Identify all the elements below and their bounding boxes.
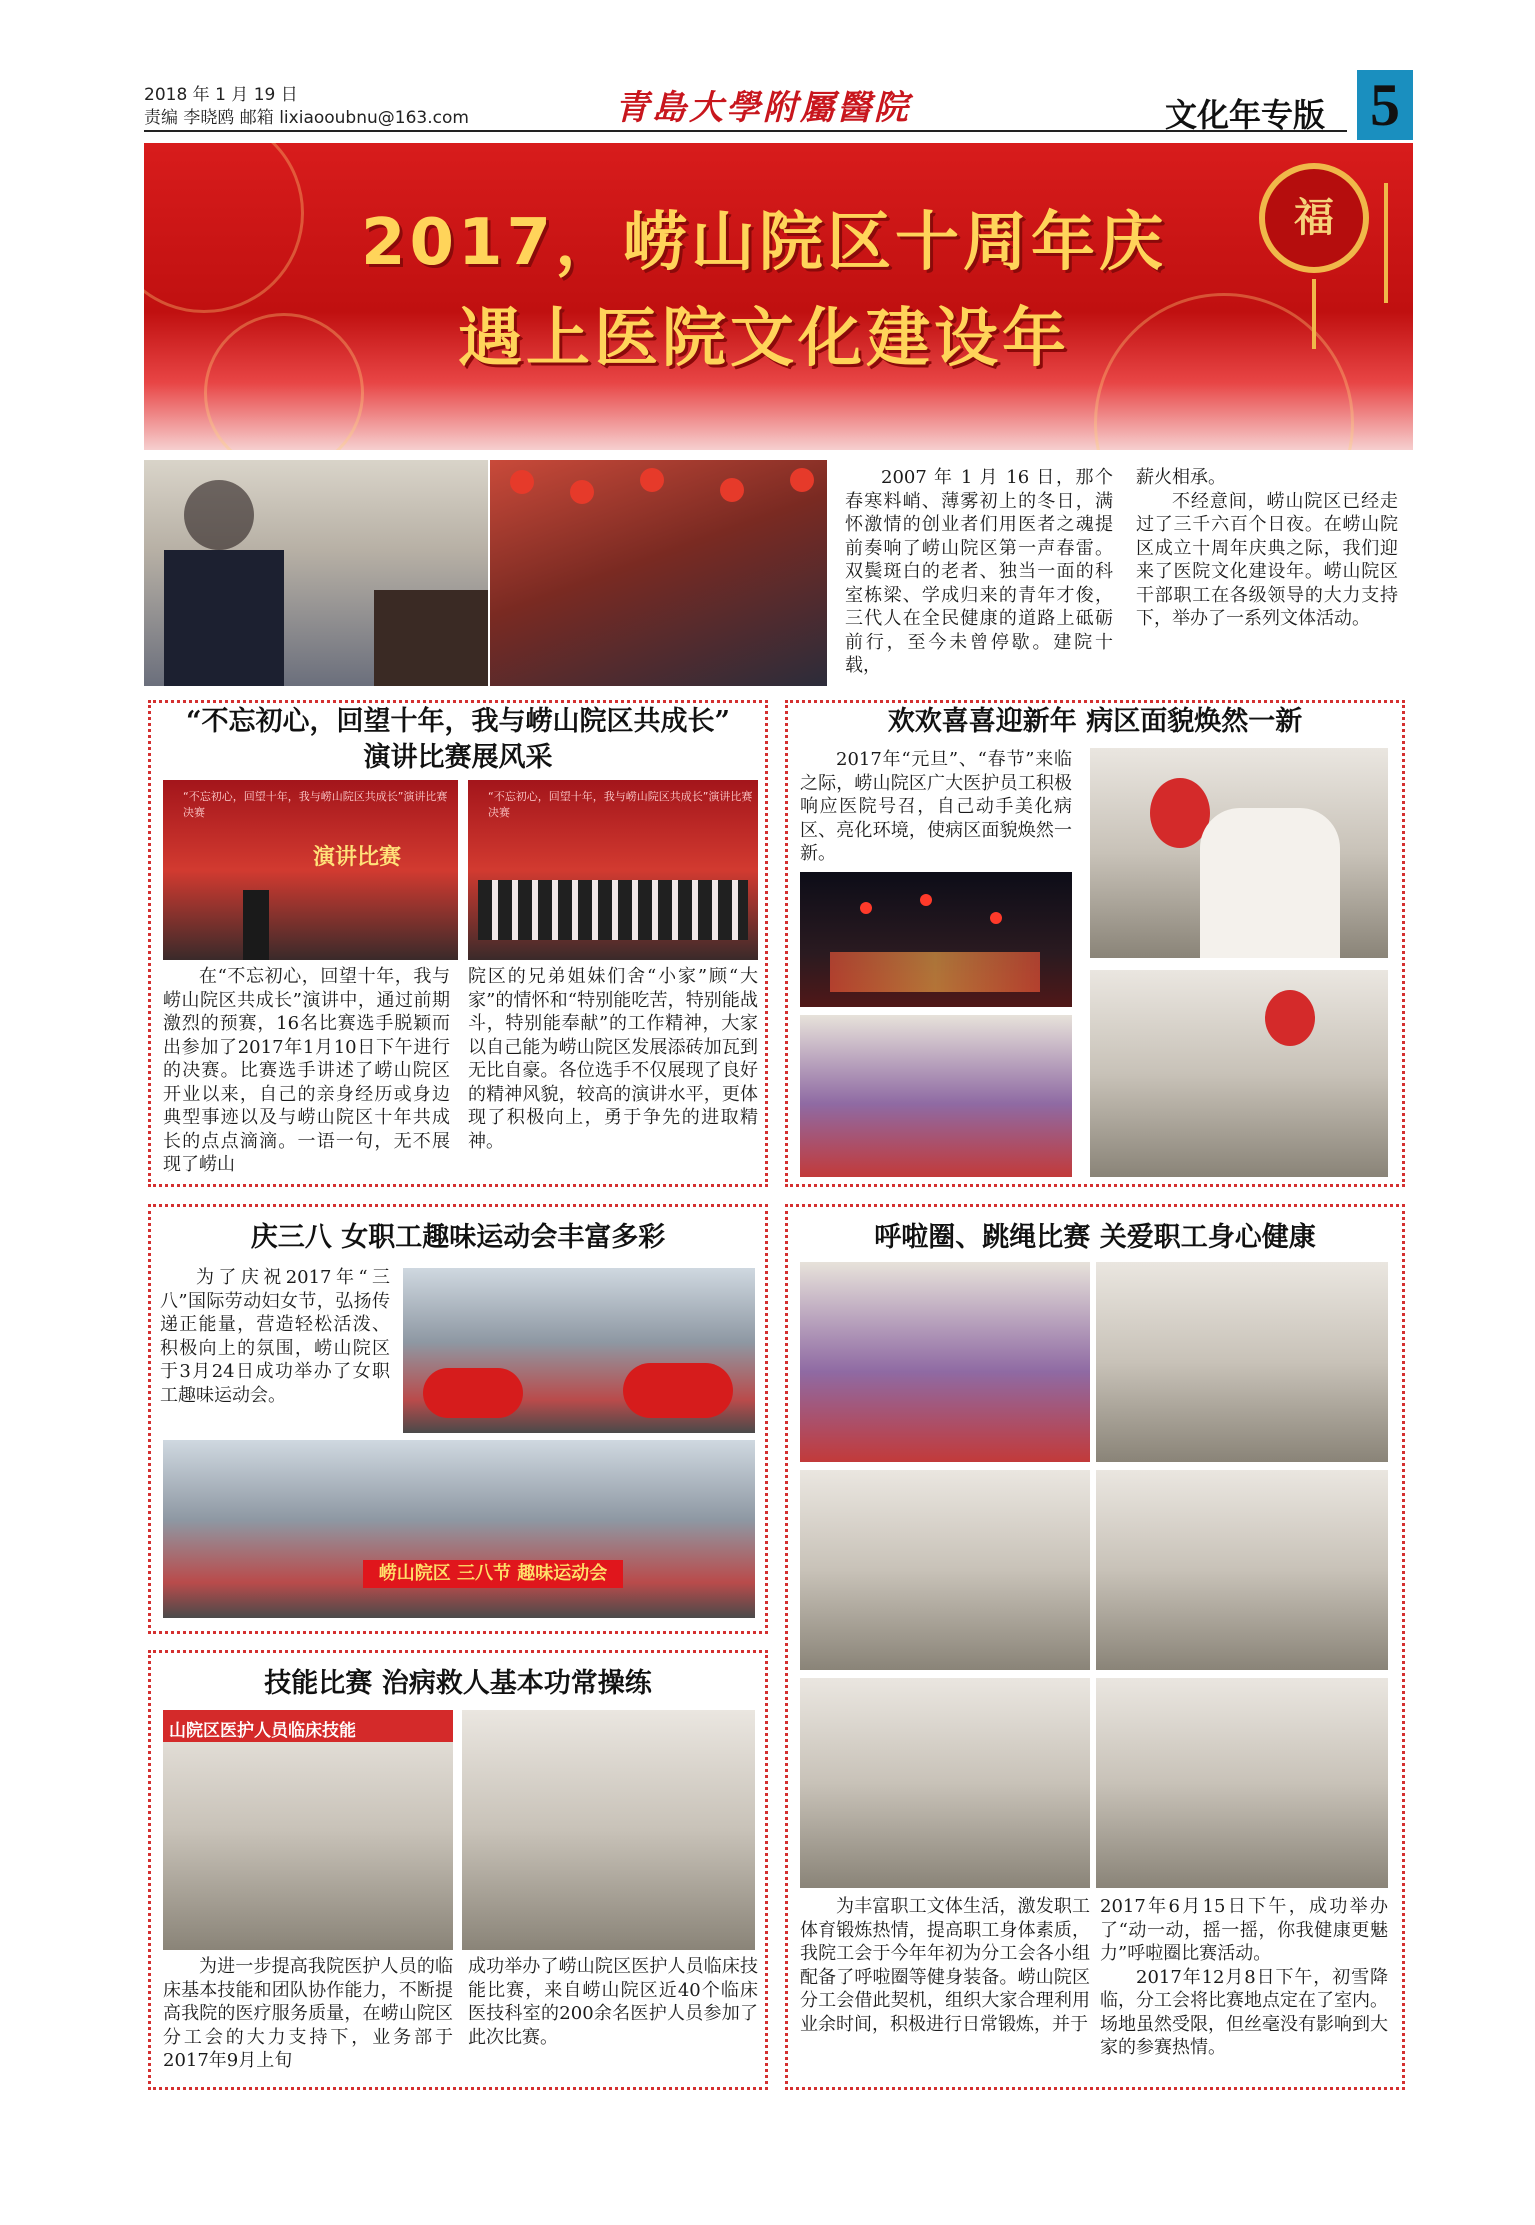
photo-hoop-indoor-2 [800, 1678, 1090, 1888]
photo-hoop-group [800, 1262, 1090, 1462]
photo-nurses-lanterns [1090, 748, 1388, 958]
photo-hoop-indoor-1 [800, 1470, 1090, 1670]
photo-ward-corridor [1090, 970, 1388, 1177]
photo-hoop-lineup [1096, 1262, 1388, 1462]
hula-hoop-title: 呼啦圈、跳绳比赛 关爱职工身心健康 [874, 1222, 1316, 1253]
photo-inflatable-race [403, 1268, 755, 1433]
photo-hoop-staff [1096, 1678, 1388, 1888]
tassel-ornament [1312, 279, 1316, 349]
screen-banner-text: “不忘初心，回望十年，我与崂山院区共成长”演讲比赛决赛 [488, 790, 753, 819]
photo-speaker-at-podium [144, 460, 488, 686]
photo-speech-stage-2 [468, 780, 758, 960]
womens-day-title: 庆三八 女职工趣味运动会丰富多彩 [250, 1222, 666, 1253]
photo-speech-stage-1 [163, 780, 458, 960]
photo-audience-hall [490, 460, 827, 686]
speech-column-1: 在“不忘初心，回望十年，我与崂山院区共成长”演讲中，通过前期激烈的预赛，16名比赛选手脱颖而出参加了2017年1月10日下午进行的决赛。比赛选手讲述了崂山院区开业以来，自己的亲身经历或身边典型事迹以及与崂山院区十年共成长的点点滴滴。一语一句，无不展现了崂山 [163, 966, 450, 1175]
header-meta [144, 84, 469, 130]
masthead: 青島大學附屬醫院 [615, 88, 911, 128]
banner-headline [264, 195, 1264, 387]
intro-column-1: 2007 年 1 月 16 日，那个春寒料峭、薄雾初上的冬日，满怀激情的创业者们用医者之魂提前奏响了崂山院区第一声春雷。双鬓斑白的老者、独当一面的科室栋梁、学成归来的青年才俊，三代人在全民健康的道路上砥砺前行，至今未曾停歇。建院十载， [845, 467, 1113, 676]
photo-staff-decorating [800, 1015, 1072, 1177]
title-banner [144, 143, 1413, 450]
intro-column-2: 薪火相承。 不经意间，崂山院区已经走过了三千六百个日夜。在崂山院区成立十周年庆典之际，我们迎来了医院文化建设年。崂山院区干部职工在各级领导的大力支持下，举办了一系列文体活动。 [1136, 467, 1398, 629]
editor-line: 责编 李晓鸥 邮箱 lixiaooubnu@163.com [144, 108, 469, 128]
photo-group-sports-day [163, 1440, 755, 1618]
screen-contest-word: 演讲比赛 [313, 845, 402, 870]
screen-banner-text: “不忘初心，回望十年，我与崂山院区共成长”演讲比赛决赛 [183, 790, 448, 819]
skills-column-1: 为进一步提高我院医护人员的临床基本技能和团队协作能力，不断提高我院的医疗服务质量，在崂山院区分工会的大力支持下，业务部于2017年9月上旬 [163, 1956, 453, 2071]
photo-skills-exam [462, 1710, 755, 1950]
skills-column-2: 成功举办了崂山院区医护人员临床技能比赛，来自崂山院区近40个临床医技科室的200余名医护人员参加了此次比赛。 [468, 1956, 758, 2048]
photo-hoop-nurse [1096, 1470, 1388, 1670]
fu-knot-ornament: 福 [1259, 163, 1369, 273]
photo-night-hospital [800, 872, 1072, 1007]
photo-cpr-training [163, 1710, 453, 1950]
new-year-title: 欢欢喜喜迎新年 病区面貌焕然一新 [887, 706, 1303, 737]
section-title: 文化年专版 [1165, 96, 1326, 134]
training-banner-caption: 山院区医护人员临床技能 [169, 1721, 356, 1741]
tassel-ornament [1384, 183, 1388, 303]
banner-line-2: 遇上医院文化建设年 [458, 302, 1070, 376]
hula-hoop-column-2: 2017年6月15日下午，成功举办了“动一动，摇一摇，你我健康更魅力”呼啦圈比赛活动。 2017年12月8日下午，初雪降临，分工会将比赛地点定在了室内。场地虽然受限，但丝毫没有影响到大家的参赛热情。 [1100, 1896, 1388, 2058]
banner-line-1: 2017，崂山院区十周年庆 [360, 206, 1168, 280]
sports-day-banner: 崂山院区 三八节 趣味运动会 [363, 1560, 623, 1588]
new-year-text: 2017年“元旦”、“春节”来临之际，崂山院区广大医护员工积极响应医院号召，自己动手美化病区、亮化环境，使病区面貌焕然一新。 [800, 749, 1072, 864]
issue-date: 2018 年 1 月 19 日 [144, 85, 298, 105]
contestants-row [478, 880, 748, 940]
speech-column-2: 院区的兄弟姐妹们舍“小家”顾“大家”的情怀和“特别能吃苦，特别能战斗，特别能奉献”的工作精神，大家以自己能为崂山院区发展添砖加瓦到无比自豪。各位选手不仅展现了良好的精神风貌，较高的演讲水平，更体现了积极向上，勇于争先的进取精神。 [468, 966, 758, 1152]
speech-contest-title: “不忘初心，回望十年，我与崂山院区共成长” 演讲比赛展风采 [185, 706, 731, 773]
skills-title: 技能比赛 治病救人基本功常操练 [264, 1668, 652, 1699]
page-number: 5 [1357, 70, 1413, 140]
hula-hoop-column-1: 为丰富职工文体生活，激发职工体育锻炼热情，提高职工身体素质，我院工会于今年年初为分工会各小组配备了呼啦圈等健身装备。崂山院区分工会借此契机，组织大家合理利用业余时间，积极进行日常锻炼，并于 [800, 1896, 1090, 2035]
speaker-figure [243, 890, 269, 960]
womens-day-text: 为了庆祝2017年“三八”国际劳动妇女节，弘扬传递正能量，营造轻松活泼、积极向上的氛围，崂山院区于3月24日成功举办了女职工趣味运动会。 [160, 1267, 390, 1406]
